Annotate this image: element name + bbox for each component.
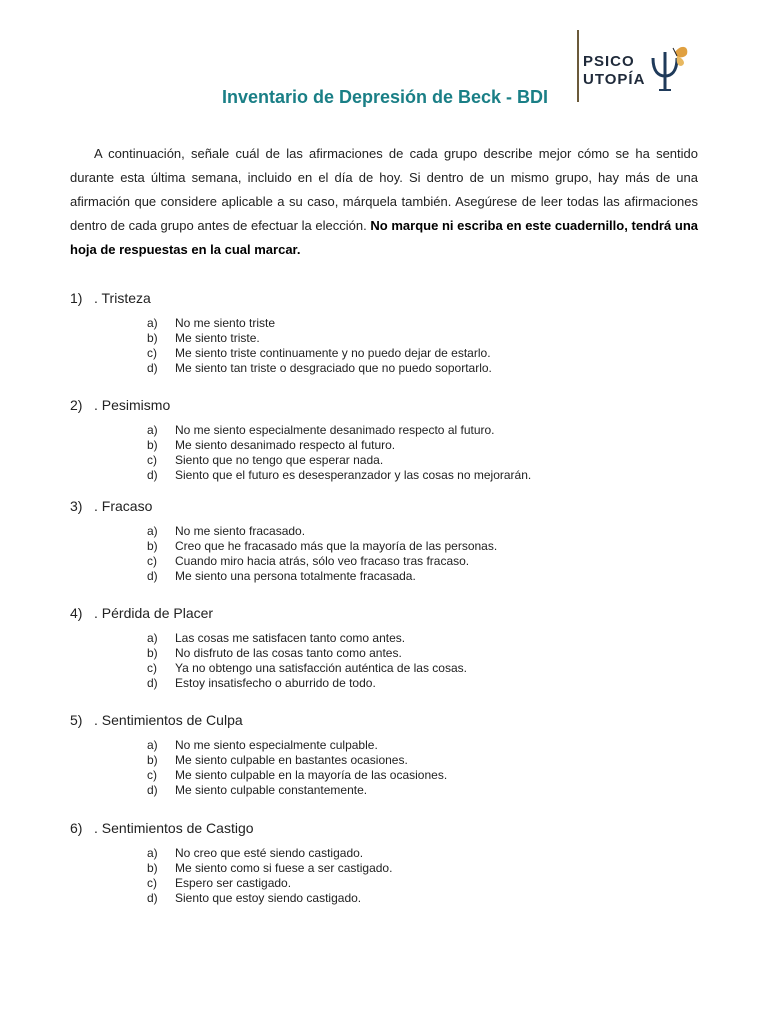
option-text: No me siento especialmente desanimado respecto al futuro. [175, 423, 495, 437]
option-text: Siento que el futuro es desesperanzador y las cosas no mejorarán. [175, 468, 532, 482]
option-letter: d) [147, 468, 158, 482]
question-number: 5) [70, 712, 83, 728]
question-heading [70, 605, 710, 625]
option-list [70, 631, 710, 691]
question-section [70, 605, 710, 691]
question-section [70, 498, 710, 584]
option-item [70, 316, 710, 331]
option-text: Siento que no tengo que esperar nada. [175, 453, 384, 467]
option-text: Me siento tan triste o desgraciado que no puedo soportarlo. [175, 361, 492, 375]
question-title: . Sentimientos de Castigo [94, 820, 254, 836]
question-title: . Pesimismo [94, 397, 171, 413]
question-section [70, 712, 710, 798]
option-text: Las cosas me satisfacen tanto como antes. [175, 631, 406, 645]
intro-text: A continuación, señale cuál de las afirmaciones de cada grupo describe mejor cómo se ha sentido durante esta última semana, incluido en el día de hoy. Si dentro de un mismo grupo, hay más de una afirmación que considere aplicable a su caso, márquela también. Asegúrese de leer todas las afirmaciones dentro de cada grupo antes de efectuar la elección. [70, 146, 698, 233]
option-letter: c) [147, 876, 157, 890]
logo-word-2: UTOPÍA [583, 71, 646, 88]
option-item [70, 524, 710, 539]
option-text: Me siento culpable en bastantes ocasiones. [175, 753, 408, 767]
option-item [70, 554, 710, 569]
question-title: . Tristeza [94, 290, 151, 306]
option-item [70, 468, 710, 483]
option-item [70, 569, 710, 584]
option-letter: b) [147, 539, 158, 553]
question-heading [70, 712, 710, 732]
option-text: No me siento especialmente culpable. [175, 738, 378, 752]
question-section [70, 820, 710, 906]
question-heading [70, 290, 710, 310]
option-letter: c) [147, 661, 157, 675]
option-item [70, 453, 710, 468]
option-item [70, 861, 710, 876]
question-number: 3) [70, 498, 83, 514]
option-letter: b) [147, 753, 158, 767]
question-title: . Fracaso [94, 498, 153, 514]
option-text: Espero ser castigado. [175, 876, 292, 890]
question-heading [70, 820, 710, 840]
option-item [70, 646, 710, 661]
option-letter: a) [147, 316, 158, 330]
question-number: 4) [70, 605, 83, 621]
option-letter: d) [147, 783, 158, 797]
option-text: Me siento desanimado respecto al futuro. [175, 438, 396, 452]
option-text: Me siento una persona totalmente fracasada. [175, 569, 416, 583]
option-list [70, 524, 710, 584]
option-item [70, 783, 710, 798]
option-letter: a) [147, 423, 158, 437]
option-item [70, 539, 710, 554]
question-number: 1) [70, 290, 83, 306]
option-letter: b) [147, 438, 158, 452]
option-letter: c) [147, 768, 157, 782]
option-item [70, 876, 710, 891]
logo-word-1: PSICO [583, 53, 635, 70]
option-item [70, 846, 710, 861]
option-text: Cuando miro hacia atrás, sólo veo fracaso tras fracaso. [175, 554, 470, 568]
option-list [70, 846, 710, 906]
option-item [70, 661, 710, 676]
option-letter: b) [147, 331, 158, 345]
option-letter: d) [147, 569, 158, 583]
option-item [70, 891, 710, 906]
option-item [70, 423, 710, 438]
option-text: No disfruto de las cosas tanto como antes. [175, 646, 402, 660]
option-letter: c) [147, 346, 157, 360]
option-text: Siento que estoy siendo castigado. [175, 891, 362, 905]
option-letter: a) [147, 524, 158, 538]
option-list [70, 738, 710, 798]
option-letter: c) [147, 554, 157, 568]
option-text: No me siento fracasado. [175, 524, 306, 538]
question-heading [70, 498, 710, 518]
option-letter: a) [147, 846, 158, 860]
option-item [70, 738, 710, 753]
option-text: Me siento culpable constantemente. [175, 783, 368, 797]
option-text: Me siento culpable en la mayoría de las ocasiones. [175, 768, 448, 782]
question-title: . Pérdida de Placer [94, 605, 214, 621]
option-text: Ya no obtengo una satisfacción auténtica de las cosas. [175, 661, 467, 675]
page-title: Inventario de Depresión de Beck - BDI [221, 87, 549, 107]
option-item [70, 753, 710, 768]
question-number: 6) [70, 820, 83, 836]
question-section [70, 397, 710, 483]
option-item [70, 438, 710, 453]
option-item [70, 331, 710, 346]
option-text: No me siento triste [175, 316, 276, 330]
option-item [70, 346, 710, 361]
option-letter: b) [147, 646, 158, 660]
intro-bold-note: No marque ni escriba en este cuadernillo, tendrá una hoja de respuestas en la cual marcar. [70, 218, 698, 257]
option-letter: a) [147, 631, 158, 645]
question-title: . Sentimientos de Culpa [94, 712, 243, 728]
option-letter: d) [147, 676, 158, 690]
option-letter: d) [147, 361, 158, 375]
option-item [70, 768, 710, 783]
option-letter: b) [147, 861, 158, 875]
option-text: Me siento como si fuese a ser castigado. [175, 861, 393, 875]
question-section [70, 290, 710, 376]
option-text: Me siento triste. [175, 331, 260, 345]
option-list [70, 316, 710, 376]
intro-paragraph [70, 142, 698, 262]
option-item [70, 676, 710, 691]
option-item [70, 361, 710, 376]
option-list [70, 423, 710, 483]
option-text: Estoy insatisfecho o aburrido de todo. [175, 676, 376, 690]
question-heading [70, 397, 710, 417]
question-number: 2) [70, 397, 83, 413]
option-item [70, 631, 710, 646]
option-letter: d) [147, 891, 158, 905]
option-text: Creo que he fracasado más que la mayoría de las personas. [175, 539, 498, 553]
option-text: Me siento triste continuamente y no puedo dejar de estarlo. [175, 346, 491, 360]
option-text: No creo que esté siendo castigado. [175, 846, 364, 860]
option-letter: a) [147, 738, 158, 752]
option-letter: c) [147, 453, 157, 467]
